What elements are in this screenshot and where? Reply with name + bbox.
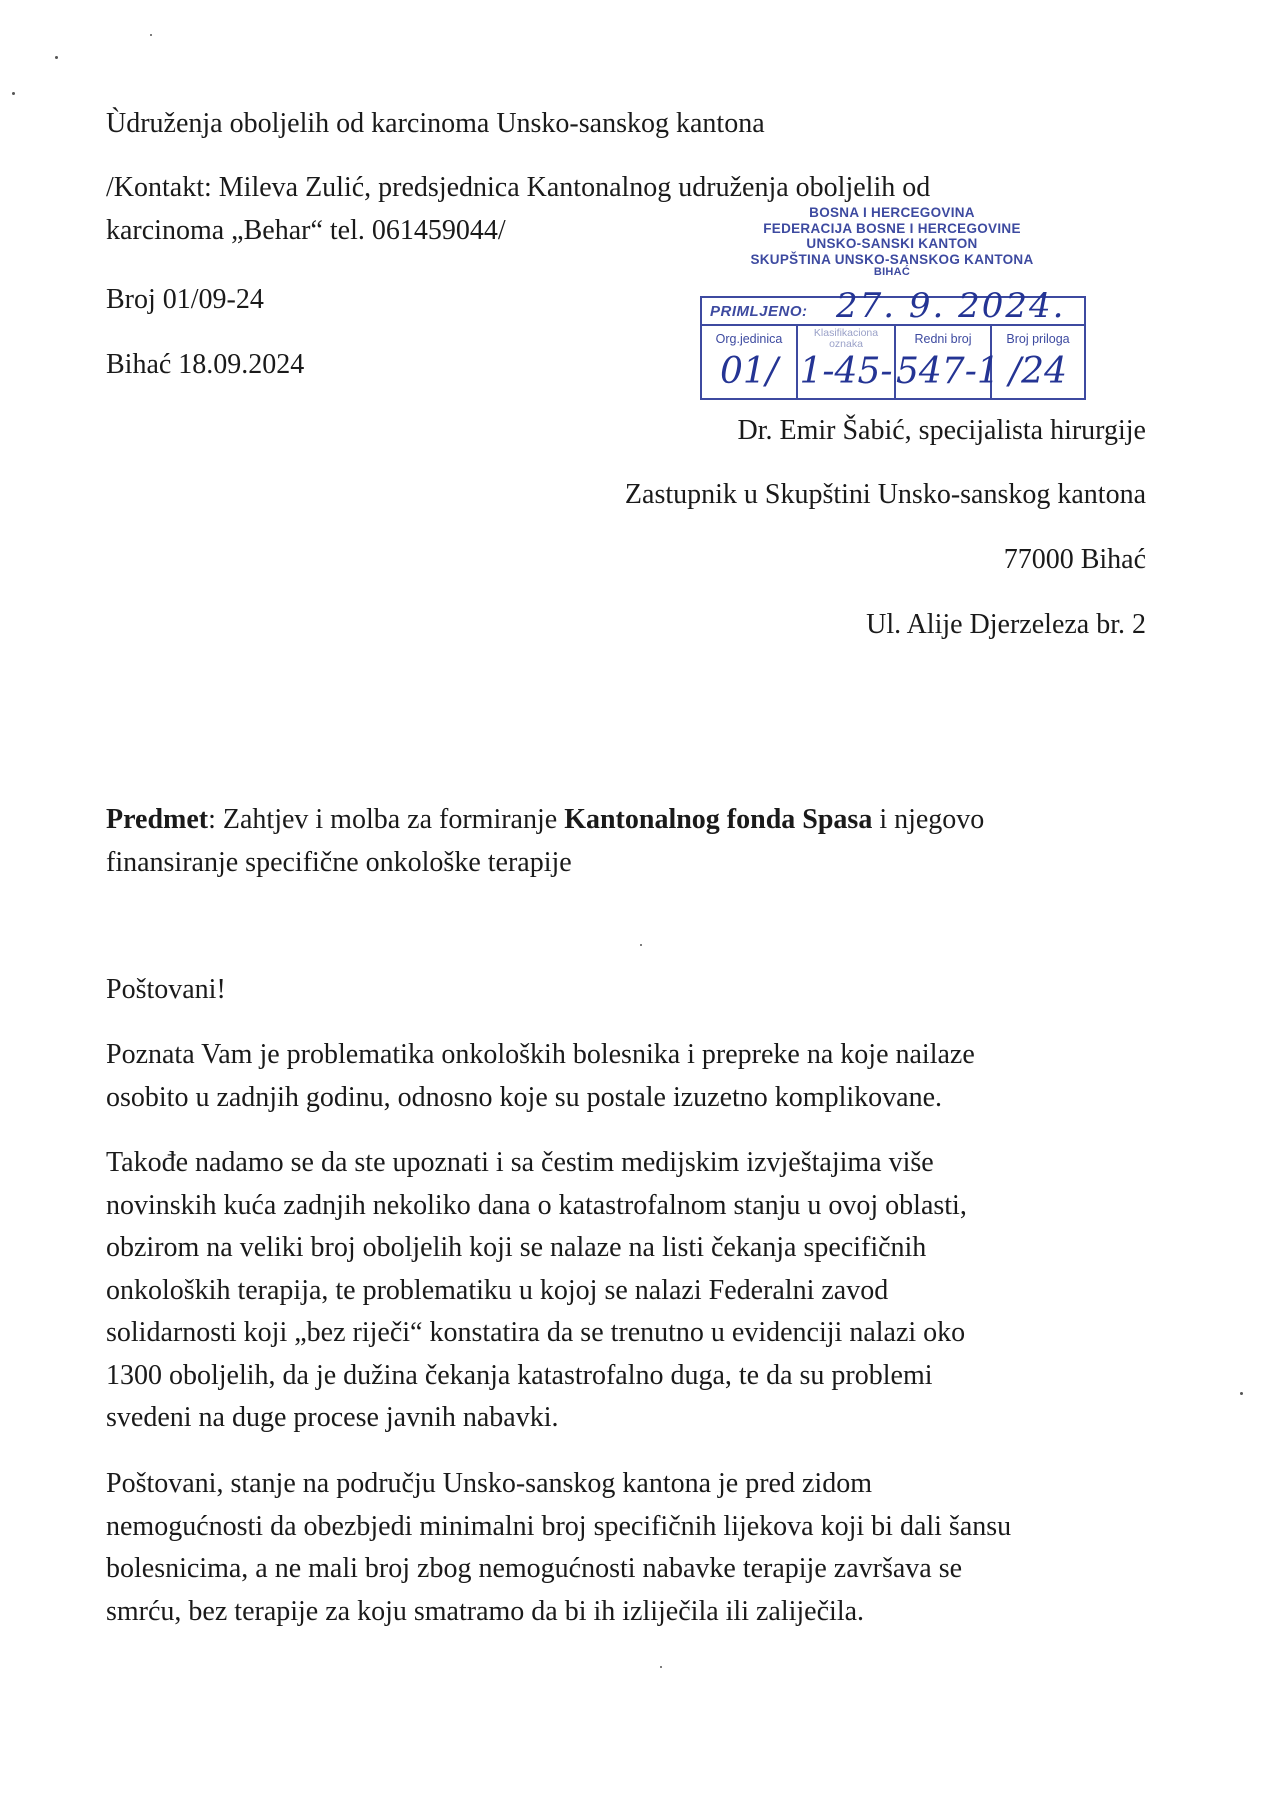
stamp-cell-serial	[896, 326, 1000, 398]
document-date: Bihać 18.09.2024	[106, 349, 305, 380]
scan-speck	[640, 944, 642, 946]
paragraph-line: onkoloških terapija, te problematiku u kojoj se nalazi Federalni zavod	[106, 1274, 889, 1306]
paragraph-line: Poznata Vam je problematika onkoloških bolesnika i prepreke na koje nailaze	[106, 1039, 975, 1070]
scan-speck	[660, 1666, 662, 1668]
stamp-cells	[702, 326, 1084, 398]
paragraph-line: osobito u zadnjih godinu, odnosno koje su postale izuzetno komplikovane.	[106, 1081, 942, 1113]
recipient-role: Zastupnik u Skupštini Unsko-sanskog kantona	[624, 479, 1146, 510]
greeting: Poštovani!	[106, 974, 226, 1005]
stamp-cell-label: Redni broj	[914, 332, 972, 346]
received-stamp-header	[712, 205, 1072, 278]
scan-speck	[55, 56, 58, 59]
paragraph-line: novinskih kuća zadnjih nekoliko dana o katastrofalnom stanju u ovoj oblasti,	[106, 1189, 967, 1221]
stamp-city: BIHAĆ	[873, 266, 911, 278]
subject-line1	[106, 799, 1166, 842]
scan-speck	[12, 92, 15, 95]
stamp-cell-label: Broj priloga	[1006, 332, 1070, 346]
scan-speck	[150, 34, 152, 36]
stamp-cell-label: Org.jedinica	[715, 332, 783, 346]
paragraph-line: bolesnicima, a ne mali broj zbog nemogućnosti nabavke terapije završava se	[106, 1553, 963, 1584]
stamp-cell-org	[702, 326, 798, 398]
subject-bold: Kantonalnog fonda Spasa	[564, 804, 873, 835]
document-number: Broj 01/09-24	[106, 284, 264, 315]
stamp-federation: FEDERACIJA BOSNE I HERCEGOVINE	[763, 220, 1021, 236]
stamp-cell-value: /24	[1009, 351, 1067, 392]
paragraph-2	[106, 1142, 1166, 1440]
scan-speck	[1240, 1392, 1243, 1395]
stamp-cell-attachments	[992, 326, 1084, 398]
recipient-street: Ul. Alije Djerzeleza br. 2	[866, 609, 1146, 640]
paragraph-line: solidarnosti koji „bez riječi“ konstatira da se trenutno u evidenciji nalazi oko	[106, 1317, 966, 1348]
paragraph-line: obzirom na veliki broj oboljelih koji se nalaze na listi čekanja specifičnih	[106, 1232, 927, 1263]
subject-label: Predmet	[106, 804, 209, 835]
stamp-received-label: PRIMLJENO:	[710, 303, 808, 320]
stamp-assembly: SKUPŠTINA UNSKO-SANSKOG KANTONA	[750, 251, 1034, 267]
subject-line2: finansiranje specifične onkološke terapije	[106, 846, 572, 878]
stamp-cell-value: 01/	[720, 351, 778, 392]
sender-organization: Ùdruženja oboljelih od karcinoma Unsko-sanskog kantona	[106, 108, 765, 139]
sender-contact-line2: karcinoma „Behar“ tel. 061459044/	[106, 215, 506, 246]
paragraph-1	[106, 1034, 1166, 1119]
stamp-cell-value: 547-1	[896, 351, 1000, 392]
subject-text-part1: : Zahtjev i molba za formiranje	[208, 804, 565, 835]
stamp-cell-label: Klasifikaciona oznaka	[813, 327, 879, 350]
subject-text-part2: i njegovo	[872, 804, 985, 835]
stamp-received-date: 27. 9. 2024.	[836, 286, 1066, 326]
stamp-received-row	[702, 286, 1084, 326]
paragraph-3	[106, 1463, 1166, 1633]
paragraph-line: svedeni na duge procese javnih nabavki.	[106, 1402, 559, 1433]
received-stamp	[700, 286, 1086, 400]
paragraph-line: smrću, bez terapije za koju smatramo da bi ih izliječila ili zaliječila.	[106, 1595, 865, 1627]
stamp-canton: UNSKO-SANSKI KANTON	[806, 236, 978, 251]
stamp-cell-value: 1-45-	[799, 351, 893, 392]
stamp-country: BOSNA I HERCEGOVINA	[809, 205, 975, 220]
recipient-city: 77000 Bihać	[1003, 544, 1146, 575]
recipient-name: Dr. Emir Šabić, specijalista hirurgije	[737, 415, 1146, 446]
paragraph-line: 1300 oboljelih, da je dužina čekanja katastrofalno duga, te da su problemi	[106, 1359, 933, 1391]
paragraph-line: Poštovani, stanje na području Unsko-sanskog kantona je pred zidom	[106, 1468, 872, 1499]
paragraph-line: Takođe nadamo se da ste upoznati i sa čestim medijskim izvještajima više	[106, 1147, 934, 1178]
paragraph-line: nemogućnosti da obezbjedi minimalni broj specifičnih lijekova koji bi dali šansu	[106, 1510, 1012, 1542]
subject-block	[106, 799, 1166, 884]
sender-contact-line1: /Kontakt: Mileva Zulić, predsjednica Kantonalnog udruženja oboljelih od	[106, 172, 931, 203]
stamp-cell-class	[798, 326, 896, 398]
